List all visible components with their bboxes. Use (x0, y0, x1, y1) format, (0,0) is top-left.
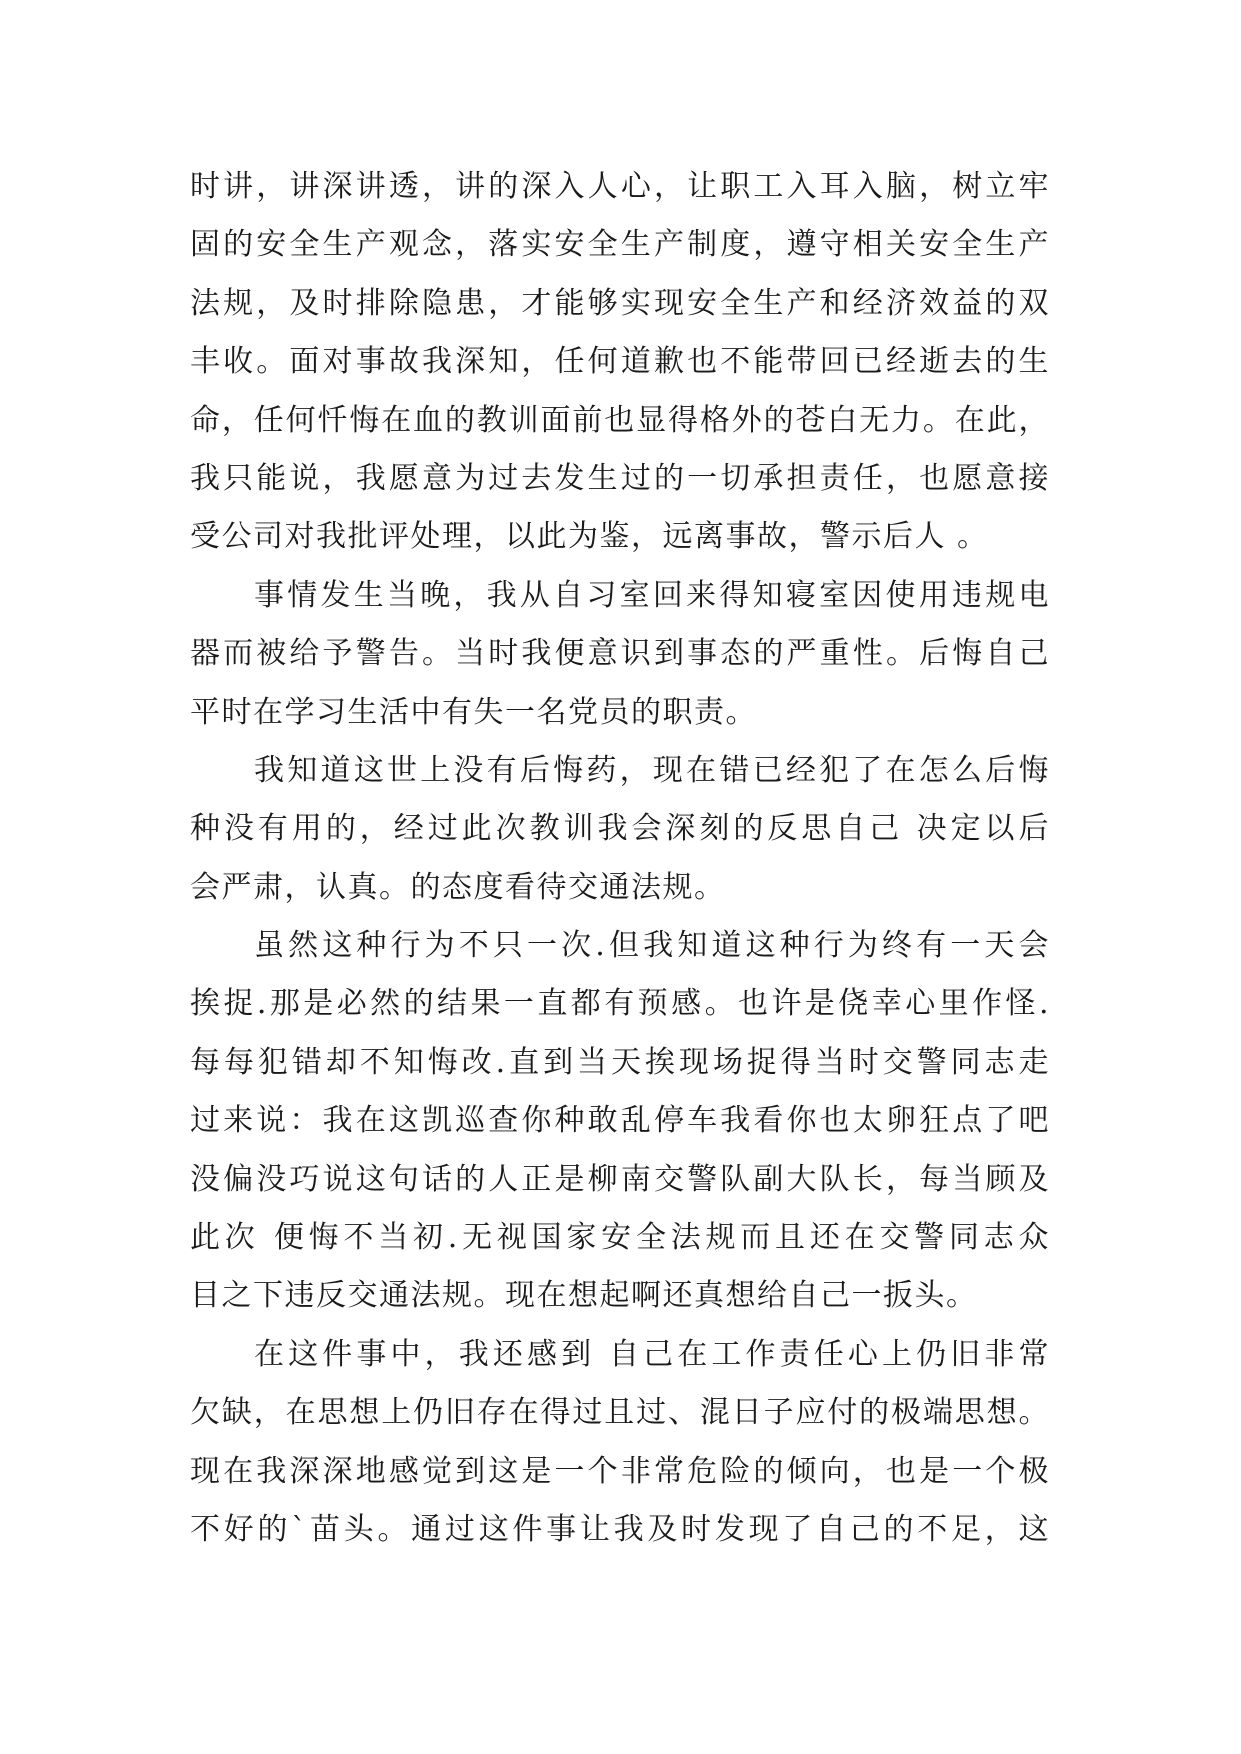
document-body (190, 158, 1050, 1559)
text-line: 我只能说，我愿意为过去发生过的一切承担责任，也愿意接 (190, 460, 1050, 496)
text-line: 目之下违反交通法规。现在想起啊还真想给自己一扳头。 (190, 1278, 978, 1314)
text-line: 在这件事中，我还感到 自己在工作责任心上仍旧非常 (254, 1336, 1050, 1372)
text-line: 事情发生当晚，我从自习室回来得知寝室因使用违规电 (254, 577, 1050, 613)
text-line: 虽然这种行为不只一次.但我知道这种行为终有一天会 (254, 928, 1050, 964)
text-line: 每每犯错却不知悔改.直到当天挨现场捉得当时交警同志走 (190, 1044, 1050, 1080)
text-line: 过来说：我在这凯巡查你种敢乱停车我看你也太卵狂点了吧 (190, 1103, 1050, 1139)
text-line: 法规，及时排除隐患，才能够实现安全生产和经济效益的双 (190, 285, 1050, 321)
text-line: 器而被给予警告。当时我便意识到事态的严重性。后悔自己 (190, 636, 1050, 672)
text-line: 平时在学习生活中有失一名党员的职责。 (190, 694, 757, 730)
text-line: 固的安全生产观念，落实安全生产制度，遵守相关安全生产 (190, 227, 1050, 263)
text-line: 没偏没巧说这句话的人正是柳南交警队副大队长，每当顾及 (190, 1161, 1050, 1197)
text-line: 此次 便悔不当初.无视国家安全法规而且还在交警同志众 (190, 1220, 1050, 1256)
text-line: 时讲，讲深讲透，讲的深入人心，让职工入耳入脑，树立牢 (190, 169, 1050, 204)
text-line: 不好的`苗头。通过这件事让我及时发现了自己的不足，这 (190, 1511, 1050, 1547)
text-line: 受公司对我批评处理，以此为鉴，远离事故，警示后人 。 (190, 519, 989, 555)
text-line: 欠缺，在思想上仍旧存在得过且过、混日子应付的极端思想。 (190, 1395, 1050, 1431)
text-line: 丰收。面对事故我深知，任何道歉也不能带回已经逝去的生 (190, 344, 1050, 380)
text-line: 我知道这世上没有后悔药，现在错已经犯了在怎么后悔 (254, 752, 1050, 788)
text-line: 会严肃，认真。的态度看待交通法规。 (190, 869, 726, 905)
text-line: 种没有用的，经过此次教训我会深刻的反思自己 决定以后 (190, 811, 1050, 847)
text-line: 现在我深深地感觉到这是一个非常危险的倾向，也是一个极 (190, 1453, 1050, 1489)
text-line: 命，任何忏悔在血的教训面前也显得格外的苍白无力。在此， (190, 402, 1050, 438)
text-line: 挨捉.那是必然的结果一直都有预感。也许是侥幸心里作怪. (190, 986, 1050, 1022)
